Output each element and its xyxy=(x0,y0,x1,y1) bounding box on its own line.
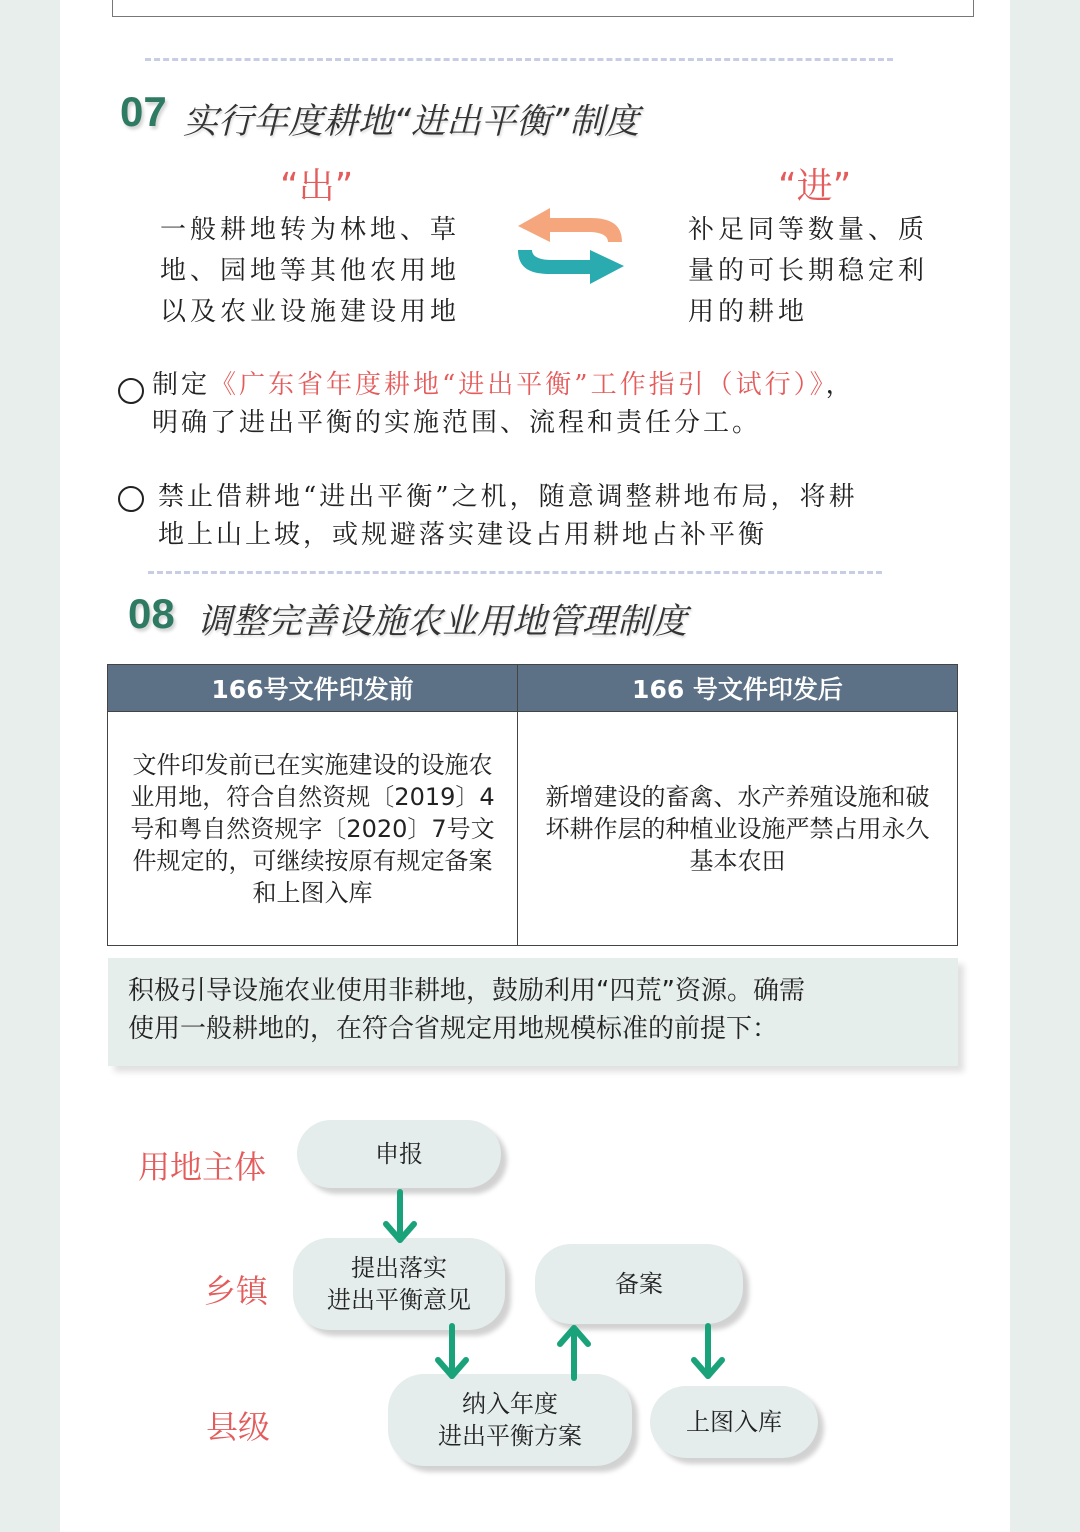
bullet-guideline xyxy=(152,366,855,442)
out-description xyxy=(160,210,460,333)
section-number-08: 08 xyxy=(128,590,175,637)
bullet-line: 地上山上坡，或规避落实建设占用耕地占补平衡 xyxy=(158,520,768,550)
node-label: 上图入库 xyxy=(686,1408,782,1436)
in-line: 用的耕地 xyxy=(688,297,809,327)
node-label: 备案 xyxy=(615,1270,663,1298)
cell-line: 基本农田 xyxy=(689,846,786,875)
bullet-suffix: ， xyxy=(825,370,855,400)
flow-row-label-township: 乡镇 xyxy=(204,1272,269,1310)
bullet-icon xyxy=(118,486,144,512)
cell-line: 坏耕作层的种植业设施严禁占用永久 xyxy=(545,814,930,843)
bullet-prohibition xyxy=(158,478,858,554)
flow-node-declare xyxy=(297,1120,501,1188)
flow-row-label-entity: 用地主体 xyxy=(138,1148,267,1186)
cell-line: 文件印发前已在实施建设的设施农 xyxy=(132,750,493,779)
in-description xyxy=(688,210,928,333)
out-line: 以及农业设施建设用地 xyxy=(160,297,461,327)
section-divider xyxy=(148,571,882,574)
out-line: 一般耕地转为林地、草 xyxy=(160,215,461,245)
flow-node-record xyxy=(535,1244,743,1324)
bullet-icon xyxy=(118,378,144,404)
previous-section-box xyxy=(112,0,974,17)
callout-line: 使用一般耕地的，在符合省规定用地规模标准的前提下： xyxy=(128,1014,779,1044)
bullet-line: 明确了进出平衡的实施范围、流程和责任分工。 xyxy=(152,408,762,438)
cell-line: 新增建设的畜禽、水产养殖设施和破 xyxy=(545,782,930,811)
section-number-07: 07 xyxy=(120,88,167,135)
table-header-before: 166号文件印发前 xyxy=(108,665,518,712)
out-label: “出” xyxy=(280,166,354,207)
section-title-07: 实行年度耕地“进出平衡”制度 xyxy=(183,102,640,142)
bullet-line: 禁止借耕地“进出平衡”之机，随意调整耕地布局，将耕 xyxy=(158,482,858,512)
node-label: 进出平衡意见 xyxy=(327,1286,471,1314)
cell-line: 件规定的，可继续按原有规定备案 xyxy=(132,846,493,875)
section-divider xyxy=(145,58,893,61)
flow-row-label-county: 县级 xyxy=(206,1408,271,1446)
node-label: 申报 xyxy=(375,1140,423,1168)
cell-line: 和上图入库 xyxy=(252,878,373,907)
guideline-title: 《广东省年度耕地“进出平衡”工作指引（试行）》 xyxy=(210,370,826,400)
in-line: 量的可长期稳定利 xyxy=(688,256,929,286)
flow-node-include xyxy=(388,1374,632,1466)
bullet-prefix: 制定 xyxy=(152,370,211,400)
callout-line: 积极引导设施农业使用非耕地，鼓励利用“四荒”资源。确需 xyxy=(128,976,805,1006)
node-label: 进出平衡方案 xyxy=(438,1422,582,1450)
table-cell-after xyxy=(518,712,958,946)
in-line: 补足同等数量、质 xyxy=(688,215,929,245)
table-header-after: 166 号文件印发后 xyxy=(518,665,958,712)
table-cell-before xyxy=(108,712,518,946)
exchange-arrows-icon xyxy=(510,208,630,284)
comparison-table xyxy=(107,664,958,946)
cell-line: 业用地，符合自然资规〔2019〕4 xyxy=(130,782,495,811)
node-label: 纳入年度 xyxy=(462,1390,558,1418)
flow-node-propose xyxy=(293,1238,505,1330)
section-title-08: 调整完善设施农业用地管理制度 xyxy=(197,602,688,642)
node-label: 提出落实 xyxy=(351,1254,447,1282)
guidance-callout xyxy=(108,958,958,1066)
flow-node-map-entry xyxy=(650,1386,818,1458)
out-line: 地、园地等其他农用地 xyxy=(160,256,461,286)
cell-line: 号和粤自然资规字〔2020〕7号文 xyxy=(130,814,495,843)
in-label: “进” xyxy=(778,166,852,207)
